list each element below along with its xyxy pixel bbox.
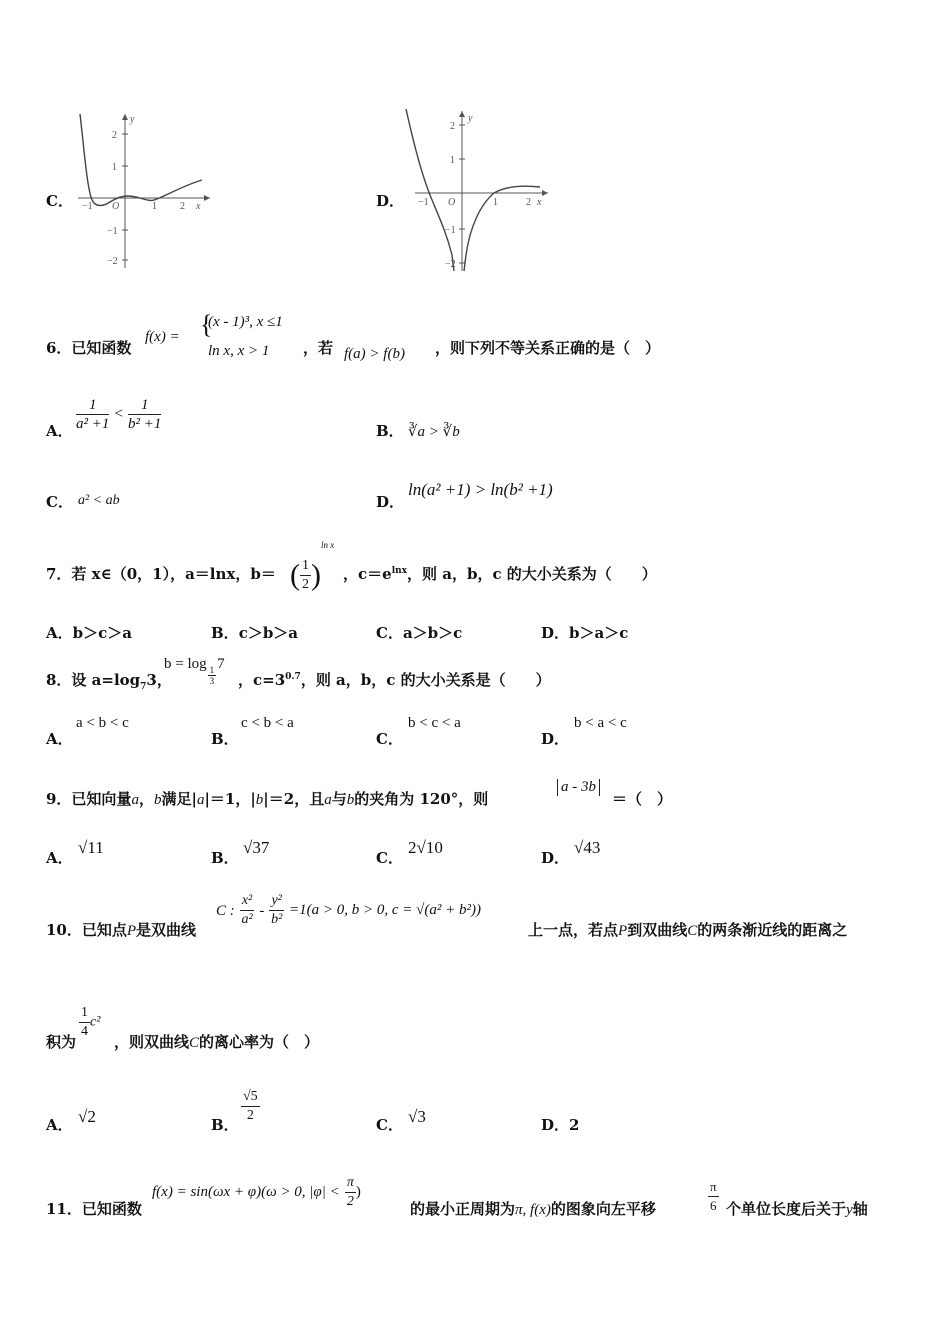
q10-text-start: 10．已知点P是双曲线	[46, 921, 197, 939]
q10-option-a-label: A．	[46, 1116, 73, 1134]
q9-option-d-label: D．	[541, 849, 570, 867]
q6-a-den2: b² +1	[128, 416, 162, 432]
q6-option-b-label: B．	[376, 422, 404, 440]
q10-option-c-label: C．	[376, 1116, 403, 1134]
q9-option-c-label: C．	[376, 849, 403, 867]
q8-option-d-label: D．	[541, 730, 570, 748]
q10-option-b-frac: $\frac{√5}{2}$	[243, 1089, 258, 1123]
graph-c	[70, 108, 215, 273]
q10-option-c-text: √3	[408, 1107, 426, 1126]
graph-d-tick-xm1: −1	[418, 197, 429, 208]
q6-text-if: ，若	[303, 339, 334, 357]
q8-option-c-label: C．	[376, 730, 403, 748]
graph-d-y-label: y	[468, 113, 473, 124]
q7-b-den: 2	[302, 577, 309, 592]
q7-text-start: 7．若 x∈（0，1），a＝lnx，b＝	[46, 565, 276, 583]
graph-d-tick-ym1: −1	[445, 225, 456, 236]
q10-option-d: D．2	[541, 1116, 580, 1134]
q8-option-d-text: b < a < c	[574, 715, 627, 731]
graph-c-y-label: y	[130, 114, 135, 125]
q11-text-start: 11．已知函数	[46, 1200, 142, 1218]
q7-option-a: A．b＞c＞a	[46, 624, 132, 642]
graph-d-x-label: x	[537, 197, 542, 208]
q10-quarter-c2: $\frac{1}{4}$ c²	[81, 1005, 101, 1039]
option-c-label: C．	[46, 192, 73, 210]
q7-option-d: D．b＞a＞c	[541, 624, 629, 642]
q7-b-exp: ln x	[321, 540, 335, 550]
q6-a-num1: 1	[76, 396, 109, 415]
q8-option-a-text: a < b < c	[76, 715, 129, 731]
q9-option-c-text: 2√10	[408, 838, 443, 857]
q6-condition: f(a) > f(b)	[344, 346, 405, 362]
q7-b-expr: ( $\frac{1}{2}$ )$^{ln x}$	[290, 540, 335, 592]
graph-d-curve-left	[406, 109, 454, 271]
q8-option-c-text: b < c < a	[408, 715, 461, 731]
q9-text: 9．已知向量a，b满足|a|＝1，|b|＝2，且a与b的夹角为 120°，则	[46, 790, 489, 808]
graph-d-tick-ym2: −2	[445, 259, 456, 270]
q9-option-d-text: √43	[574, 838, 601, 857]
q7-text-c-base: ，c＝e	[343, 565, 392, 583]
graph-d-tick-y2: 2	[450, 121, 455, 132]
q6-a-den1: a² +1	[76, 416, 110, 432]
graph-c-tick-ym2: −2	[107, 256, 118, 267]
q6-option-c-label: C．	[46, 493, 73, 511]
graph-c-curve	[80, 114, 202, 206]
q8-option-b-label: B．	[211, 730, 239, 748]
q8-option-b-text: c < b < a	[241, 715, 294, 731]
q7-option-b: B．c＞b＞a	[211, 624, 299, 642]
graph-c-tick-x1: 1	[152, 201, 157, 212]
graph-d-origin: O	[448, 197, 456, 208]
q6-option-d-expr: ln(a² +1) > ln(b² +1)	[408, 480, 553, 499]
option-d-label: D．	[376, 192, 405, 210]
q6-option-b-expr: ∛a > ∛b	[408, 424, 460, 440]
graph-c-tick-x2: 2	[180, 201, 185, 212]
q10-option-a-text: √2	[78, 1107, 96, 1126]
q11-shift-frac: $\frac{\pi}{6}$	[710, 1179, 717, 1213]
q11-text-mid: 的最小正周期为π, f(x)的图象向左平移	[410, 1200, 656, 1218]
q9-option-a-label: A．	[46, 849, 73, 867]
q11-function-expr: f(x) = sin(ωx + φ)(ω > 0, |φ| < $\frac{\pi}{2}$ )	[152, 1175, 361, 1209]
q6-option-d-label: D．	[376, 493, 405, 511]
q9-abs-expr: a - 3b	[557, 779, 600, 796]
q6-brace: {	[200, 310, 213, 339]
graph-c-x-label: x	[196, 201, 201, 212]
graph-d-tick-y1: 1	[450, 155, 455, 166]
q6-function-name: f(x) =	[145, 329, 180, 345]
q6-option-a-label: A．	[46, 422, 73, 440]
q6-text-end: ，则下列不等关系正确的是（ ）	[435, 339, 661, 357]
q6-a-op: <	[114, 406, 123, 422]
q8-text-start: 8．设 $a=\log_73$，	[46, 671, 172, 692]
q7-text-end: ，则 a，b，c 的大小关系为（ ）	[407, 565, 657, 583]
q6-text-start: 6．已知函数	[46, 339, 132, 357]
q9-option-b-label: B．	[211, 849, 239, 867]
q9-text-end: ＝（ ）	[612, 790, 673, 808]
graph-c-tick-y1: 1	[112, 162, 117, 173]
q7-c-exp: lnx	[391, 566, 408, 576]
q10-text-mid: 上一点，若点P到双曲线C的两条渐近线的距离之	[528, 921, 848, 939]
graph-c-origin: O	[112, 201, 120, 212]
graph-d	[400, 105, 550, 275]
q10-option-b-label: B．	[211, 1116, 239, 1134]
q6-option-a-expr	[76, 396, 161, 433]
q7-option-c: C．a＞b＞c	[376, 624, 463, 642]
q11-text-end: 个单位长度后关于y轴	[726, 1200, 868, 1218]
q10-line2-end: ，则双曲线C的离心率为（ ）	[114, 1033, 320, 1051]
q10-line2-start: 积为	[46, 1033, 77, 1051]
q9-option-a-text: √11	[78, 838, 104, 857]
q8-option-a-label: A．	[46, 730, 73, 748]
q10-hyperbola-expr: C : $\frac{\text{x²}}{\text{a²}}$ - $\frac{\text{y²}}{\text{b²}}$ =1(a > 0, b > 0, c = √(a² + b²))	[216, 893, 481, 927]
graph-c-tick-ym1: −1	[107, 226, 118, 237]
q7-text-c	[343, 563, 657, 584]
graph-d-tick-x1: 1	[493, 197, 498, 208]
q6-case1: (x - 1)³, x ≤1	[208, 314, 283, 330]
graph-d-tick-x2: 2	[526, 197, 531, 208]
q8-b-expr: b = log $\frac{1}{3}$ 7	[164, 656, 225, 686]
q7-b-num: 1	[300, 557, 311, 576]
q6-option-c-expr: a² < ab	[78, 493, 120, 508]
q6-case2: ln x, x > 1	[208, 343, 270, 359]
graph-c-tick-xm1: −1	[82, 201, 93, 212]
graph-c-tick-y2: 2	[112, 130, 117, 141]
q9-option-b-text: √37	[243, 838, 270, 857]
q6-a-num2: 1	[128, 396, 161, 415]
q8-text-end: ，$c=3^{0.7}$，则 a，b，c 的大小关系是（ ）	[238, 671, 551, 689]
